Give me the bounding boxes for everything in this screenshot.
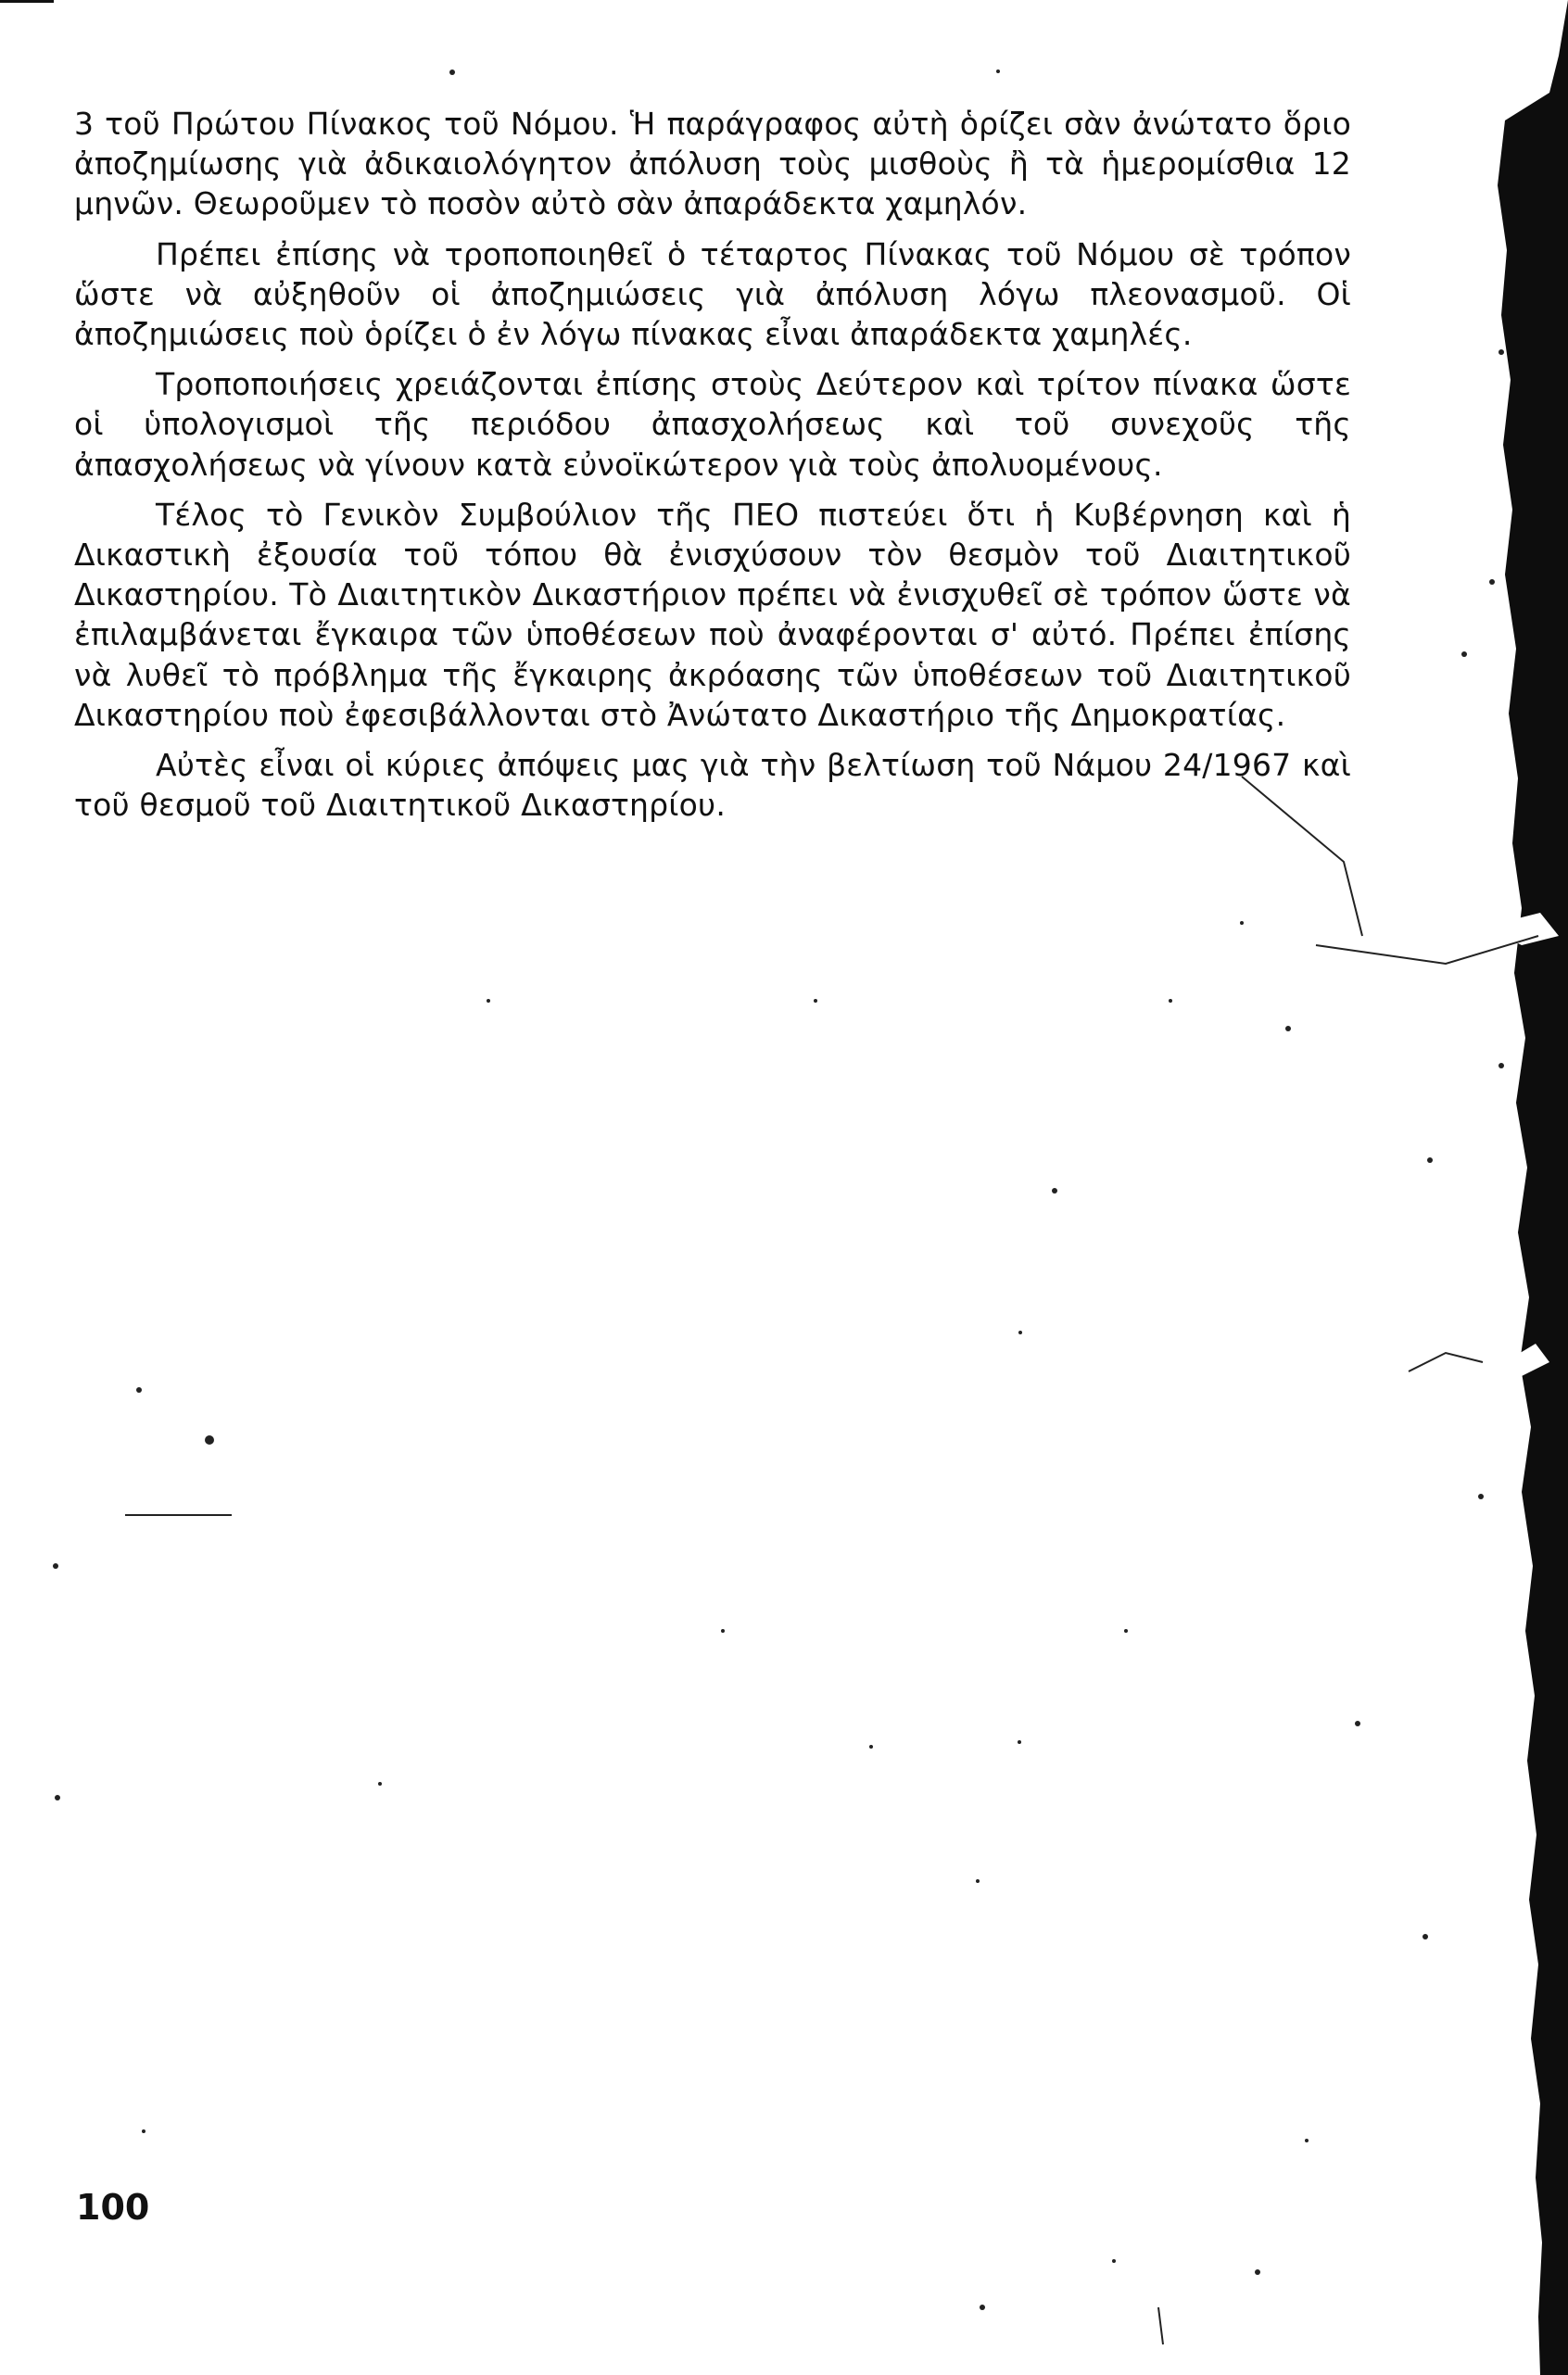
paragraph-1: 3 τοῦ Πρώτου Πίνακος τοῦ Νόμου. Ἡ παράγραφος αὐτὴ ὁρίζει σὰν ἀνώτατο ὅριο ἀποζημίωσης γιὰ ἀδικαιολόγητον ἀπόλυση τοὺς μισθοὺς ἢ τὰ ἡμερομίσθια 12 μηνῶν. Θεωροῦμεν τὸ ποσὸν αὐτὸ σὰν ἀπαράδεκτα χαμηλόν. [74, 106, 1351, 222]
page-number: 100 [76, 2187, 150, 2228]
paragraph-4: Τέλος τὸ Γενικὸν Συμβούλιον τῆς ΠΕΟ πιστεύει ὅτι ἡ Κυβέρνηση καὶ ἡ Δικαστικὴ ἐξουσία τοῦ τόπου θὰ ἐνισχύσουν τὸν θεσμὸν τοῦ Διαιτητικοῦ Δικαστηρίου. Τὸ Διαιτητικὸν Δικαστήριον πρέπει νὰ ἐνισχυθεῖ σὲ τρόπον ὥστε νὰ ἐπιλαμβάνεται ἔγκαιρα τῶν ὑποθέσεων ποὺ ἀναφέρονται σ' αὐτό. Πρέπει ἐπίσης νὰ λυθεῖ τὸ πρόβλημα τῆς ἔγκαιρης ἀκρόασης τῶν ὑποθέσεων τοῦ Διαιτητικοῦ Δικαστηρίου ποὺ ἐφεσιβάλλονται στὸ Ἀνώτατο Δικαστήριο τῆς Δημοκρατίας. [74, 496, 1351, 733]
torn-page-edge [1485, 0, 1568, 2375]
paragraph-5: Αὐτὲς εἶναι οἱ κύριες ἀπόψεις μας γιὰ τὴν βελτίωση τοῦ Νάμου 24/1967 καὶ τοῦ θεσμοῦ τοῦ Διαιτητικοῦ Δικαστηρίου. [74, 747, 1351, 824]
scan-corner-mark [0, 0, 54, 3]
paragraph-2: Πρέπει ἐπίσης νὰ τροποποιηθεῖ ὁ τέταρτος Πίνακας τοῦ Νόμου σὲ τρόπον ὥστε νὰ αὐξηθοῦν οἱ ἀποζημιώσεις γιὰ ἀπόλυση λόγω πλεονασμοῦ. Οἱ ἀποζημιώσεις ποὺ ὁρίζει ὁ ἐν λόγω πίνακας εἶναι ἀπαράδεκτα χαμηλές. [74, 235, 1351, 353]
paragraph-3: Τροποποιήσεις χρειάζονται ἐπίσης στοὺς Δεύτερον καὶ τρίτον πίνακα ὥστε οἱ ὑπολογισμοὶ τῆς περιόδου ἀπασχολήσεως καὶ τοῦ συνεχοῦς τῆς ἀπασχολήσεως νὰ γίνουν κατὰ εὐνοϊκώτερον γιὰ τοὺς ἀπολυομένους. [74, 366, 1351, 483]
body-text [74, 104, 1351, 835]
